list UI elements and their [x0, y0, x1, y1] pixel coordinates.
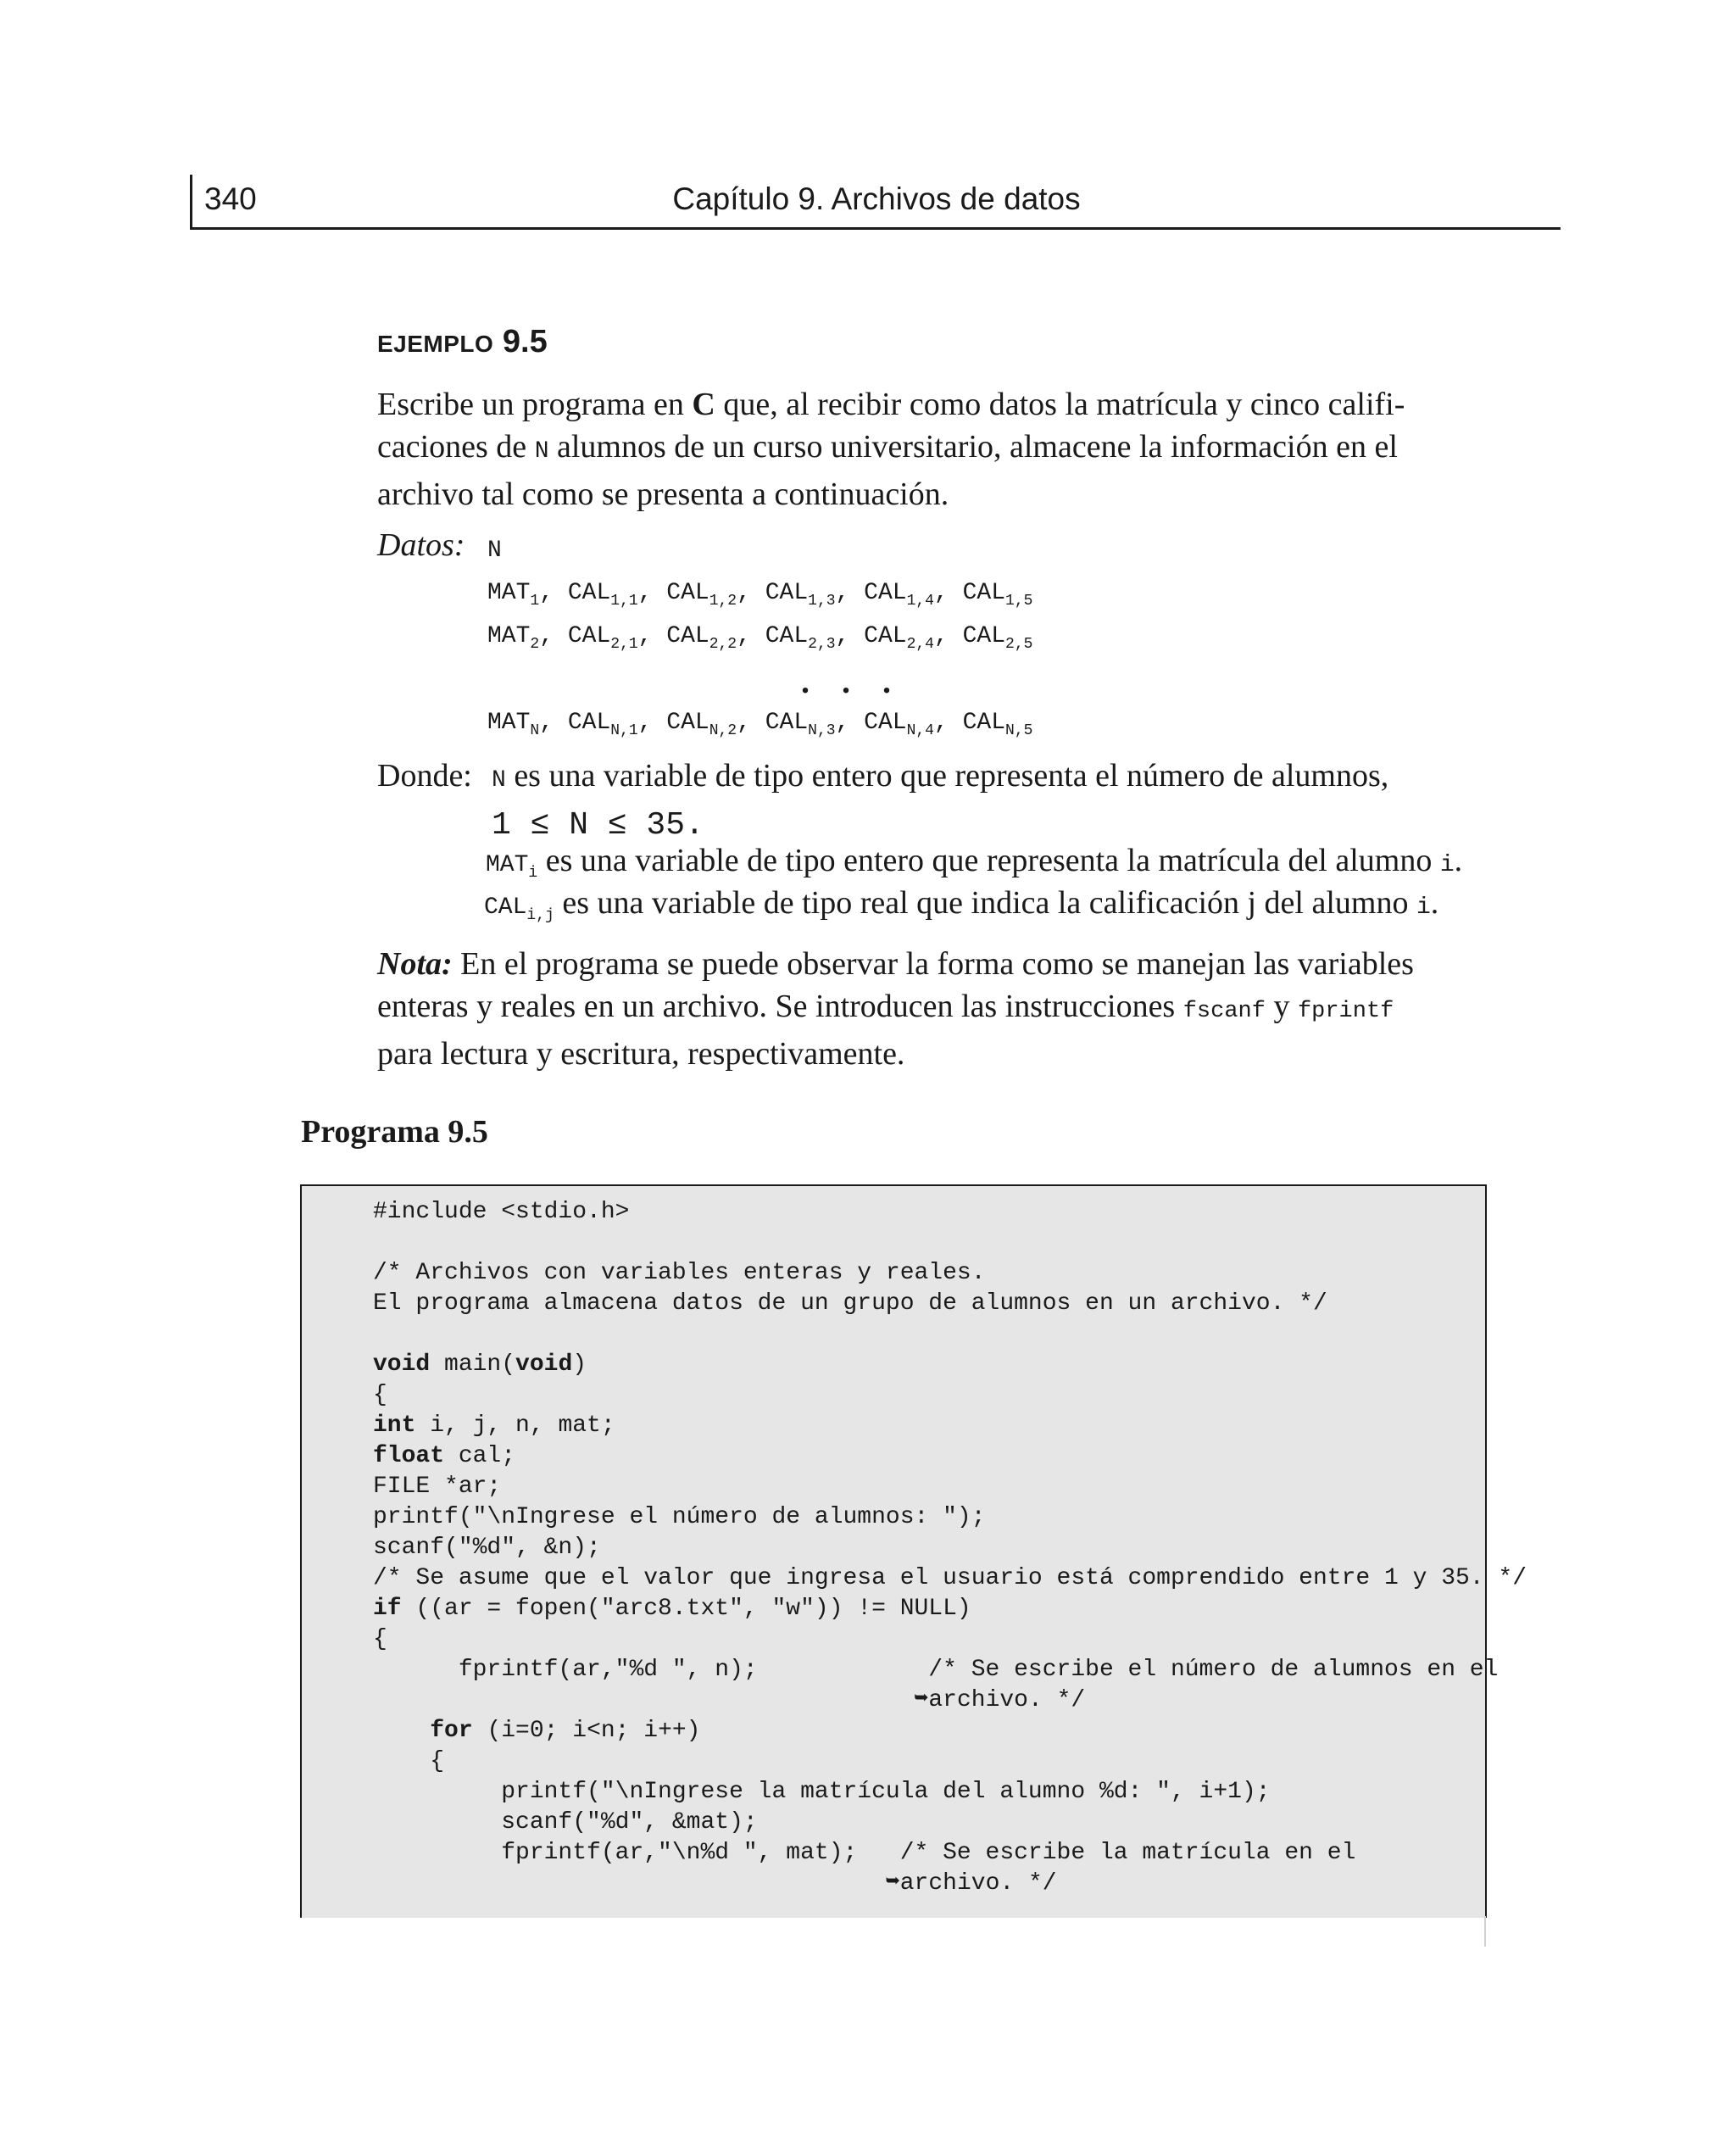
code-line: [373, 1228, 1527, 1258]
cal-index: 1,1: [610, 593, 638, 610]
separator: ,: [933, 623, 963, 649]
mat-i: i: [1439, 852, 1455, 878]
fscanf-code: fscanf: [1182, 999, 1266, 1024]
cal-label: CAL: [765, 580, 809, 606]
page-number: 340: [204, 181, 257, 216]
cal-index: N,5: [1005, 722, 1033, 739]
example-number: 9.5: [502, 324, 548, 359]
cal-index: 1,4: [906, 593, 934, 610]
nota-text: En el programa se puede observar la forma como se manejan las variables: [452, 946, 1414, 982]
n-var: N: [492, 767, 506, 794]
code-line: /* Se asume que el valor que ingresa el usuario está comprendido entre 1 y 35. */: [373, 1565, 1527, 1591]
cal-index: 1,3: [808, 593, 836, 610]
box-edge-fragment: [1484, 1916, 1486, 1947]
code-keyword: void: [515, 1351, 573, 1378]
statement-text: alumnos de un curso universitario, almacene la información en el: [548, 429, 1398, 465]
statement-text: Escribe un programa en: [377, 387, 693, 422]
mat-index: 1: [530, 593, 540, 610]
code-line: float cal;: [373, 1443, 516, 1469]
code-keyword: if: [373, 1596, 402, 1622]
code-line: if ((ar = fopen("arc8.txt", "w")) != NULL): [373, 1596, 971, 1622]
separator: ,: [539, 580, 568, 606]
cal-label: CAL: [666, 710, 709, 736]
cal-label: CAL: [666, 623, 709, 649]
code-line: [373, 1319, 1527, 1350]
code-line: void main(void): [373, 1351, 587, 1378]
donde-n-line: [492, 757, 1388, 794]
cal-index: 2,5: [1005, 636, 1033, 653]
var-n: N: [534, 438, 549, 465]
language-name: C: [692, 387, 715, 422]
cal-label: CAL: [864, 580, 907, 606]
code-line: #include <stdio.h>: [373, 1199, 630, 1225]
mat-index: N: [530, 722, 540, 739]
code-line: printf("\nIngrese la matrícula del alumno %d: ", i+1);: [373, 1779, 1271, 1805]
cal-label: CAL: [962, 623, 1006, 649]
code-line: {: [373, 1626, 387, 1652]
cal-i: i: [1416, 894, 1431, 921]
cal-label: CAL: [864, 623, 907, 649]
separator: ,: [835, 580, 865, 606]
separator: ,: [637, 623, 667, 649]
n-desc: es una variable de tipo entero que representa el número de alumnos,: [505, 758, 1389, 794]
statement-paragraph: [377, 383, 1462, 515]
example-title: [377, 324, 548, 360]
nota-label: Nota:: [377, 946, 453, 982]
separator: ,: [835, 623, 865, 649]
separator: ,: [637, 580, 667, 606]
nota-paragraph: [377, 943, 1462, 1075]
cal-desc: es una variable de tipo real que indica la calificación j del alumno: [554, 885, 1416, 921]
code-line: FILE *ar;: [373, 1474, 502, 1500]
datos-n: N: [487, 538, 502, 564]
datos-row: [487, 710, 1032, 739]
separator: ,: [835, 710, 865, 736]
cal-index: N,2: [709, 722, 737, 739]
statement-text: caciones de: [377, 429, 535, 465]
separator: ,: [637, 710, 667, 736]
code-line: ➥archivo. */: [373, 1870, 1057, 1897]
cal-var: CAL: [484, 894, 527, 921]
mat-end: .: [1454, 843, 1463, 878]
datos-row: [487, 623, 1032, 653]
code-keyword: void: [373, 1351, 431, 1378]
ellipsis: . . .: [801, 662, 903, 700]
statement-text: que, al recibir como datos la matrícula y cinco califi-: [715, 387, 1405, 422]
separator: ,: [933, 580, 963, 606]
cal-label: CAL: [962, 710, 1006, 736]
nota-text: y: [1265, 989, 1298, 1024]
separator: ,: [737, 710, 765, 736]
code-line: El programa almacena datos de un grupo de alumnos en un archivo. */: [373, 1290, 1327, 1317]
cal-label: CAL: [765, 710, 809, 736]
statement-text: archivo tal como se presenta a continuación.: [377, 476, 949, 512]
cal-label: CAL: [567, 580, 611, 606]
mat-label: MAT: [487, 623, 531, 649]
cal-label: CAL: [567, 623, 611, 649]
mat-label: MAT: [487, 710, 531, 736]
code-line: printf("\nIngrese el número de alumnos: ");: [373, 1504, 986, 1530]
code-line: {: [373, 1382, 387, 1408]
separator: ,: [539, 710, 568, 736]
fprintf-code: fprintf: [1297, 999, 1394, 1024]
cal-index: 2,4: [906, 636, 934, 653]
separator: ,: [933, 710, 963, 736]
code-line: scanf("%d", &n);: [373, 1535, 601, 1561]
cal-index: 2,2: [709, 636, 737, 653]
code-line: fprintf(ar,"\n%d ", mat); /* Se escribe la matrícula en el: [373, 1840, 1356, 1866]
code-line: /* Archivos con variables enteras y reales.: [373, 1260, 986, 1286]
cal-index: N,1: [610, 722, 638, 739]
datos-row: [487, 580, 1032, 610]
separator: ,: [737, 580, 765, 606]
mat-label: MAT: [487, 580, 531, 606]
code-keyword: for: [430, 1718, 473, 1744]
cal-label: CAL: [765, 623, 809, 649]
separator: ,: [539, 623, 568, 649]
running-header: [190, 175, 1561, 230]
code-line: {: [373, 1748, 445, 1774]
mat-sub: i: [528, 865, 538, 882]
separator: ,: [737, 623, 765, 649]
code-keyword: float: [373, 1443, 445, 1469]
code-listing: [373, 1197, 1527, 1899]
code-line: for (i=0; i<n; i++): [430, 1718, 701, 1744]
nota-text: para lectura y escritura, respectivamente.: [377, 1036, 905, 1072]
cal-index: 2,3: [808, 636, 836, 653]
code-line: fprintf(ar,"%d ", n); /* Se escribe el número de alumnos en el: [373, 1657, 1499, 1683]
datos-label: Datos:: [377, 527, 465, 563]
nota-text: enteras y reales en un archivo. Se introducen las instrucciones: [377, 989, 1183, 1024]
cal-index: 1,2: [709, 593, 737, 610]
code-keyword: int: [373, 1412, 416, 1439]
donde-label: Donde:: [377, 758, 472, 794]
mat-var: MAT: [486, 852, 529, 878]
chapter-title: Capítulo 9. Archivos de datos: [672, 181, 1081, 216]
cal-label: CAL: [962, 580, 1006, 606]
cal-label: CAL: [666, 580, 709, 606]
code-line: ➥archivo. */: [373, 1687, 1086, 1713]
program-title: Programa 9.5: [301, 1114, 488, 1150]
mat-desc: es una variable de tipo entero que representa la matrícula del alumno: [537, 843, 1440, 878]
cal-index: 1,5: [1005, 593, 1033, 610]
n-range: 1 ≤ N ≤ 35.: [492, 807, 704, 844]
code-line: scanf("%d", &mat);: [373, 1809, 758, 1836]
cal-sub: i,j: [526, 907, 554, 924]
cal-index: N,4: [906, 722, 934, 739]
example-label: EJEMPLO: [377, 331, 494, 357]
cal-end: .: [1430, 885, 1439, 921]
cal-index: 2,1: [610, 636, 638, 653]
cal-label: CAL: [864, 710, 907, 736]
mat-index: 2: [530, 636, 540, 653]
cal-label: CAL: [567, 710, 611, 736]
donde-mat-line: [486, 842, 1462, 882]
cal-index: N,3: [808, 722, 836, 739]
donde-cal-line: [484, 884, 1438, 924]
code-line: int i, j, n, mat;: [373, 1412, 615, 1439]
